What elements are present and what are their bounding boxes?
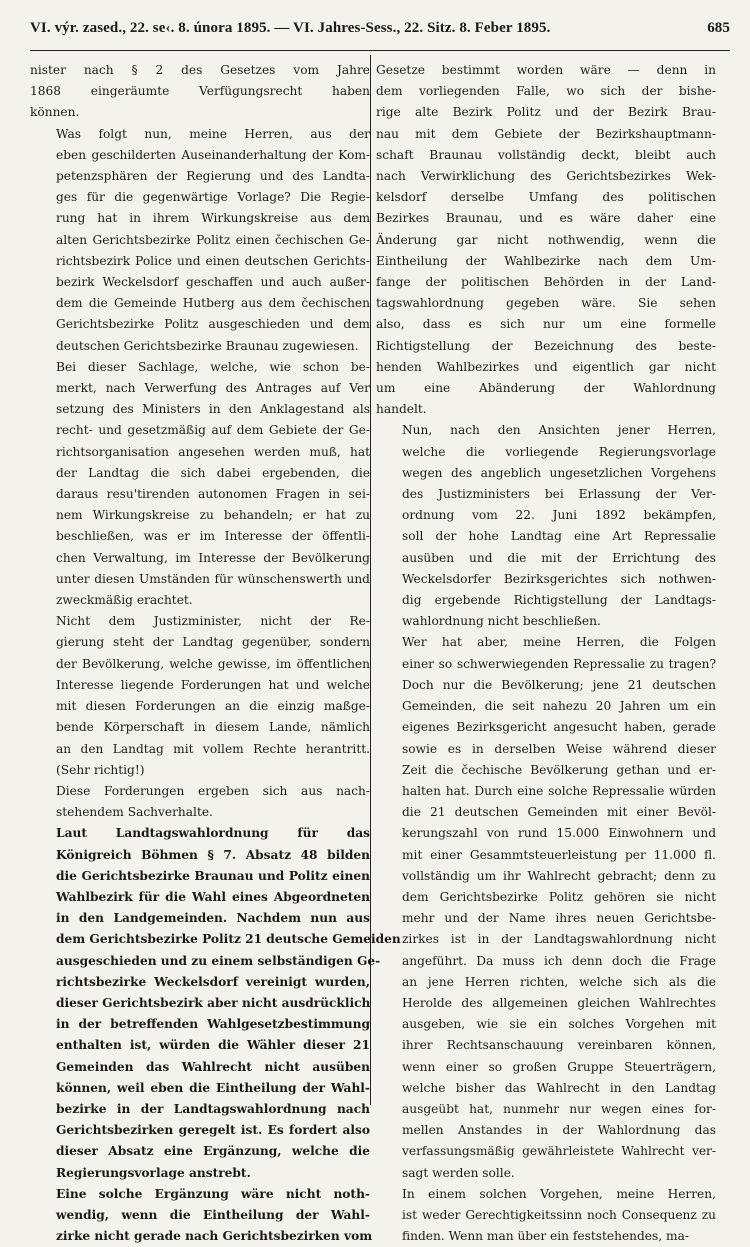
text-line: nem Wirkungskreise zu behandeln; er hat zu xyxy=(56,508,370,523)
text-line: Nicht dem Justizminister, nicht der Re- xyxy=(56,614,370,629)
paragraph xyxy=(30,823,401,1183)
text-line: welche bisher das Wahlrecht in den Landtag xyxy=(402,1080,716,1095)
text-line: recht- und gesetzmäßig auf dem Gebiete der Ge- xyxy=(56,423,370,438)
text-line: dem Gerichtsbezirke Politz gehören sie nicht xyxy=(402,889,716,904)
text-line: 1868 eingeräumte Verfügungsrecht haben xyxy=(30,84,370,99)
text-line: richtsbezirke Weckelsdorf vereinigt wurden, xyxy=(56,974,370,989)
text-line: Was folgt nun, meine Herren, aus der xyxy=(56,126,370,141)
text-line: also, dass es sich nur um eine formelle xyxy=(376,317,716,332)
text-line: fange der politischen Behörden in der Land- xyxy=(376,275,716,290)
text-line: kelsdorf derselbe Umfang des politischen xyxy=(376,190,716,205)
text-line: zirke nicht gerade nach Gerichtsbezirken vom xyxy=(56,1229,373,1244)
text-line: Doch nur die Bevölkerung; jene 21 deutschen xyxy=(402,677,716,692)
text-line: wenn einer so großen Gruppe Steuerträgern, xyxy=(402,1059,716,1074)
text-line: kerungszahl von rund 15.000 Einwohnern und xyxy=(402,826,716,841)
running-head: VI. výr. zased., 22. se‹. 8. února 1895. — VI. Jahres-Sess., 22. Sitz. 8. Feber 1895. xyxy=(30,20,551,36)
text-line: nau mit dem Gebiete der Bezirkshauptmann- xyxy=(376,126,716,141)
text-line: Bezirkes Braunau, und es wäre daher eine xyxy=(376,211,716,226)
text-line: Zeit die čechische Bevölkerung gethan und er- xyxy=(402,762,716,777)
text-line: wegen des angeblich ungesetzlichen Vorgehens xyxy=(402,465,716,480)
text-line: nister nach § 2 des Gesetzes vom Jahre xyxy=(30,63,370,77)
text-line: Bei dieser Sachlage, welche, wie schon be- xyxy=(56,359,370,374)
text-line: setzung des Ministers in den Anklagestand als xyxy=(56,402,370,417)
text-line: die Gerichtsbezirke Braunau und Politz einen xyxy=(56,868,370,883)
text-line: eigenes Bezirksgericht angesucht haben, gerade xyxy=(402,720,716,735)
text-line: unter diesen Umständen für wünschenswerth und xyxy=(56,571,370,586)
paragraph xyxy=(30,781,370,823)
text-line: um eine Abänderung der Wahlordnung xyxy=(376,381,716,396)
text-line: Änderung gar nicht nothwendig, wenn die xyxy=(376,232,716,247)
text-line: enthalten ist, würden die Wähler dieser 21 xyxy=(56,1038,370,1053)
text-line: bezirke in der Landtagswahlordnung nach xyxy=(56,1101,370,1116)
paragraph xyxy=(376,420,716,632)
header-rule xyxy=(30,50,730,51)
text-line: dieser Gerichtsbezirk aber nicht ausdrücklich xyxy=(56,995,371,1010)
text-line: des Justizministers bei Erlassung der Ver- xyxy=(402,487,716,502)
text-line: ausgeübt hat, nunmehr nur wegen eines for- xyxy=(402,1101,716,1116)
text-line: eben geschilderten Auseinanderhaltung der Kom- xyxy=(56,147,370,162)
text-line: Gerichtsbezirke Politz ausgeschieden und dem xyxy=(56,317,370,332)
text-line: in der betreffenden Wahlgesetzbestimmung xyxy=(56,1017,370,1032)
text-line: handelt. xyxy=(376,402,427,417)
paragraph xyxy=(30,60,370,124)
text-line: ausgeben, wie sie ein solches Vorgehen mit xyxy=(402,1017,716,1032)
text-line: rung hat in ihrem Wirkungskreise aus dem xyxy=(56,211,370,226)
text-line: Interesse liegende Forderungen hat und welche xyxy=(56,677,370,692)
left-column xyxy=(30,60,401,1244)
text-line: (Sehr richtig!) xyxy=(56,762,145,777)
text-line: der Bevölkerung, welche gewisse, im öffentlichen xyxy=(56,656,370,671)
text-line: angeführt. Da muss ich denn doch die Frage xyxy=(402,953,716,968)
text-line: deutschen Gerichtsbezirke Braunau zugewiesen. xyxy=(56,338,359,353)
text-line: verfassungsmäßig gewährleistete Wahlrecht ver- xyxy=(402,1144,716,1159)
paragraph xyxy=(30,124,370,357)
text-line: finden. Wenn man über ein feststehendes, ma- xyxy=(402,1229,689,1244)
text-line: petenzsphären der Regierung und des Landta- xyxy=(56,169,370,184)
text-line: ausgeschieden und zu einem selbständigen Ge- xyxy=(56,953,381,968)
text-line: dig ergebende Richtigstellung der Landtags- xyxy=(402,593,716,608)
text-line: Herolde des allgemeinen gleichen Wahlrechtes xyxy=(402,995,716,1010)
text-line: sagt werden solle. xyxy=(402,1165,515,1180)
text-line: daraus resu'tirenden autonomen Fragen in sei- xyxy=(56,487,370,502)
text-line: ihrer Rechtsanschauung vereinbaren können, xyxy=(402,1038,716,1053)
text-line: Laut Landtagswahlordnung für das xyxy=(56,826,370,841)
text-line: bende Körperschaft in diesem Lande, nämlich xyxy=(56,720,370,735)
paragraph xyxy=(30,1184,373,1247)
paragraph xyxy=(30,357,370,611)
text-line: richtsbezirk Police und einen deutschen Gerichts- xyxy=(56,253,370,268)
text-line: Gerichtsbezirken geregelt ist. Es fordert also xyxy=(56,1123,370,1138)
text-line: vollständig um ihr Wahlrecht gebracht; denn zu xyxy=(402,868,716,883)
text-line: Wahlbezirk für die Wahl eines Abgeordneten xyxy=(56,889,370,904)
text-line: Eine solche Ergänzung wäre nicht noth- xyxy=(56,1186,370,1201)
text-line: henden Wahlbezirkes und eigentlich gar nicht xyxy=(376,359,716,374)
text-line: ausüben und die mit der Errichtung des xyxy=(402,550,716,565)
text-line: Nun, nach den Ansichten jener Herren, xyxy=(402,423,716,438)
text-line: in den Landgemeinden. Nachdem nun aus xyxy=(56,911,370,926)
text-line: tagswahlordnung gegeben wäre. Sie sehen xyxy=(376,296,716,311)
text-line: mellen Anstandes in der Wahlordnung das xyxy=(402,1123,716,1138)
text-line: beschließen, was er im Interesse der öffentli- xyxy=(56,529,370,544)
text-line: können. xyxy=(30,105,80,120)
paragraph xyxy=(376,632,716,1183)
text-line: einer so schwerwiegenden Repressalie zu tragen? xyxy=(402,656,716,671)
text-line: zweckmäßig erachtet. xyxy=(56,593,193,608)
text-line: Eintheilung der Wahlbezirke nach dem Um- xyxy=(376,253,716,268)
paragraph xyxy=(30,611,370,781)
text-line: Gemeinden, die seit nahezu 20 Jahren um ein xyxy=(402,699,716,714)
text-line: merkt, nach Verwerfung des Antrages auf Ver xyxy=(56,381,370,396)
text-line: Gesetze bestimmt worden wäre — denn in xyxy=(376,63,716,77)
text-line: Weckelsdorfer Bezirksgerichtes sich nothwen- xyxy=(402,571,716,586)
text-line: gierung steht der Landtag gegenüber, sondern xyxy=(56,635,370,650)
text-line: ges für die gegenwärtige Vorlage? Die Regie- xyxy=(56,190,370,205)
text-line: können, weil eben die Eintheilung der Wahl- xyxy=(56,1080,370,1095)
text-line: der Landtag die sich dabei ergebenden, die xyxy=(56,465,370,480)
text-line: stehendem Sachverhalte. xyxy=(56,805,213,820)
text-line: Wer hat aber, meine Herren, die Folgen xyxy=(402,635,716,650)
text-line: In einem solchen Vorgehen, meine Herren, xyxy=(402,1186,716,1201)
paragraph xyxy=(376,1184,716,1247)
text-line: wahlordnung nicht beschließen. xyxy=(402,614,601,629)
text-line: zirkes ist in der Landtagswahlordnung nicht xyxy=(402,932,716,947)
text-line: schaft Braunau vollständig deckt, bleibt auch xyxy=(376,147,716,162)
text-line: sowie es in derselben Weise während dieser xyxy=(402,741,716,756)
text-line: dem die Gemeinde Hutberg aus dem čechischen xyxy=(56,296,370,311)
text-line: nach Verwirklichung des Gerichtsbezirkes Wek- xyxy=(376,169,716,184)
text-line: an jene Herren richten, welche sich als die xyxy=(402,974,716,989)
text-line: an den Landtag mit vollem Rechte herantritt. xyxy=(56,741,370,756)
paragraph xyxy=(376,60,716,420)
text-line: die 21 deutschen Gemeinden mit einer Bevöl- xyxy=(402,805,716,820)
text-line: welche die vorliegende Regierungsvorlage xyxy=(402,444,716,459)
text-line: alten Gerichtsbezirke Politz einen čechischen Ge- xyxy=(56,232,370,247)
page-number: 685 xyxy=(707,20,730,36)
text-line: mit diesen Forderungen an die einzig maßge- xyxy=(56,699,370,714)
text-line: ordnung vom 22. Juni 1892 bekämpfen, xyxy=(402,508,716,523)
text-line: Richtigstellung der Bezeichnung des beste- xyxy=(376,338,716,353)
text-line: rige alte Bezirk Politz und der Bezirk Brau- xyxy=(376,105,716,120)
text-line: Regierungsvorlage anstrebt. xyxy=(56,1165,251,1180)
text-line: ist weder Gerechtigkeitssinn noch Consequenz zu xyxy=(402,1207,716,1222)
text-line: dem vorliegenden Falle, wo sich der bishe- xyxy=(376,84,716,99)
text-line: dieser Absatz eine Ergänzung, welche die xyxy=(56,1144,370,1159)
text-line: soll der hohe Landtag eine Art Repressalie xyxy=(402,529,716,544)
text-line: bezirk Weckelsdorf geschaffen und auch außer- xyxy=(56,275,370,290)
text-line: wendig, wenn die Eintheilung der Wahl- xyxy=(56,1207,370,1222)
text-line: Königreich Böhmen § 7. Absatz 48 bilden xyxy=(56,847,370,862)
text-line: mit einer Gesammtsteuerleistung per 11.000 fl. xyxy=(402,847,716,862)
text-line: Gemeinden das Wahlrecht nicht ausüben xyxy=(56,1059,370,1074)
text-line: richtsorganisation angesehen werden muß, hat xyxy=(56,444,370,459)
text-line: mehr und der Name ihres neuen Gerichtsbe- xyxy=(402,911,716,926)
text-line: Diese Forderungen ergeben sich aus nach- xyxy=(56,783,370,798)
text-line: chen Verwaltung, im Interesse der Bevölkerung xyxy=(56,550,370,565)
text-line: halten hat. Durch eine solche Repressalie würden xyxy=(402,783,716,798)
page-header xyxy=(30,20,730,46)
text-line: dem Gerichtsbezirke Politz 21 deutsche Gemeiden xyxy=(56,932,401,947)
right-column xyxy=(376,60,716,1244)
